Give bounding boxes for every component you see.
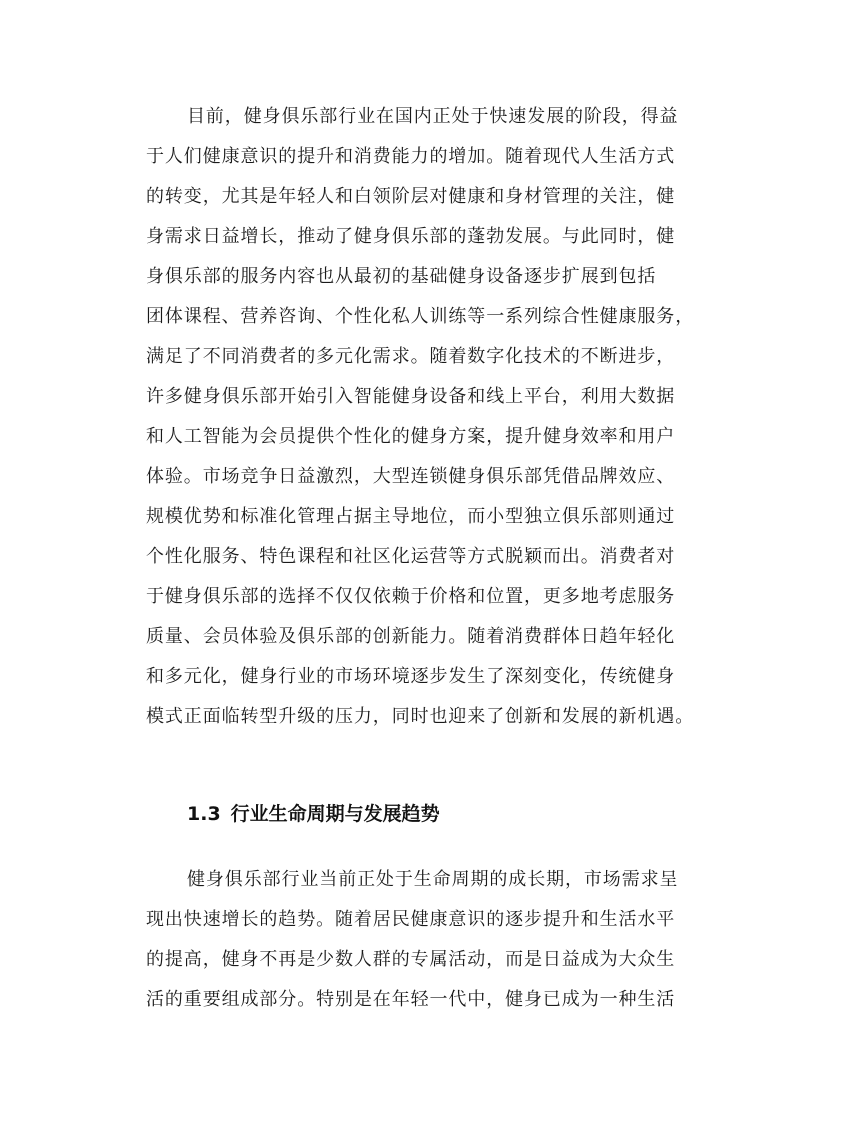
text-line: 个性化服务、特色课程和社区化运营等方式脱颖而出。消费者对 <box>146 546 676 567</box>
text-line: 的转变，尤其是年轻人和白领阶层对健康和身材管理的关注，健 <box>146 186 676 207</box>
section-title: 行业生命周期与发展趋势 <box>230 803 440 825</box>
text-line: 于健身俱乐部的选择不仅仅依赖于价格和位置，更多地考虑服务 <box>146 586 676 607</box>
text-line: 身俱乐部的服务内容也从最初的基础健身设备逐步扩展到包括 <box>146 266 657 287</box>
text-line: 活的重要组成部分。特别是在年轻一代中，健身已成为一种生活 <box>146 989 676 1010</box>
text-line: 和多元化，健身行业的市场环境逐步发生了深刻变化，传统健身 <box>146 666 676 687</box>
text-line: 模式正面临转型升级的压力，同时也迎来了创新和发展的新机遇。 <box>146 706 695 727</box>
section-heading <box>187 802 440 826</box>
text-line: 和人工智能为会员提供个性化的健身方案，提升健身效率和用户 <box>146 426 676 447</box>
text-line: 团体课程、营养咨询、个性化私人训练等一系列综合性健康服务， <box>146 306 695 327</box>
text-line: 质量、会员体验及俱乐部的创新能力。随着消费群体日趋年轻化 <box>146 626 676 647</box>
text-line: 身需求日益增长，推动了健身俱乐部的蓬勃发展。与此同时，健 <box>146 226 676 247</box>
text-line: 健身俱乐部行业当前正处于生命周期的成长期，市场需求呈 <box>187 869 679 890</box>
text-line: 许多健身俱乐部开始引入智能健身设备和线上平台，利用大数据 <box>146 386 676 407</box>
text-line: 于人们健康意识的提升和消费能力的增加。随着现代人生活方式 <box>146 146 676 167</box>
section-number: 1.3 <box>187 803 221 825</box>
text-line: 满足了不同消费者的多元化需求。随着数字化技术的不断进步， <box>146 346 676 367</box>
text-line: 的提高，健身不再是少数人群的专属活动，而是日益成为大众生 <box>146 949 676 970</box>
text-line: 现出快速增长的趋势。随着居民健康意识的逐步提升和生活水平 <box>146 909 676 930</box>
text-line: 体验。市场竞争日益激烈，大型连锁健身俱乐部凭借品牌效应、 <box>146 466 676 487</box>
text-line: 目前，健身俱乐部行业在国内正处于快速发展的阶段，得益 <box>187 106 679 127</box>
text-line: 规模优势和标准化管理占据主导地位，而小型独立俱乐部则通过 <box>146 506 676 527</box>
